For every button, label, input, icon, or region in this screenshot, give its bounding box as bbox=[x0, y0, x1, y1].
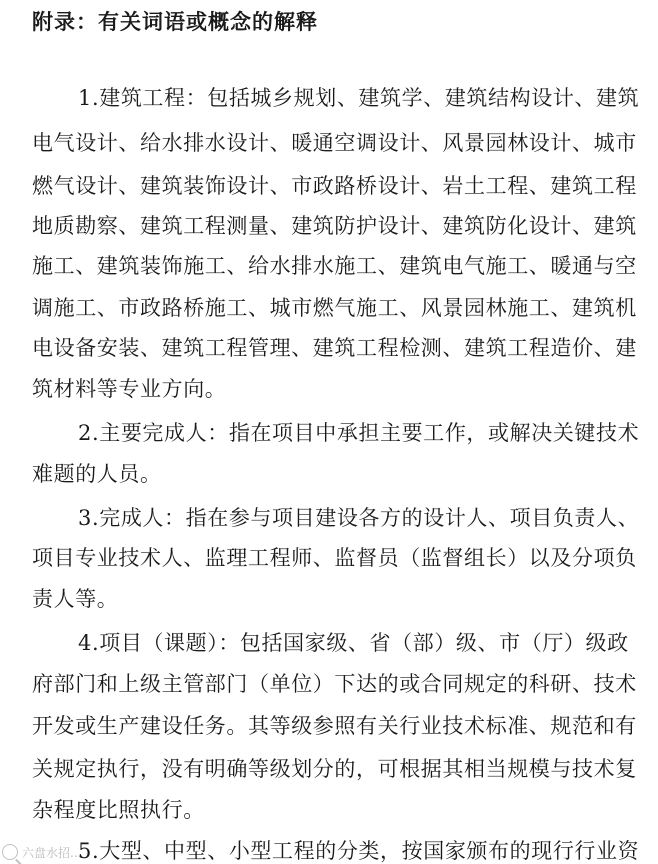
appendix-heading: 附录：有关词语或概念的解释 bbox=[32, 9, 318, 34]
text-line: 4.项目（课题）：包括国家级、省（部）级、市（厅）级政 bbox=[78, 631, 629, 655]
text-line: 3.完成人：指在参与项目建设各方的设计人、项目负责人、 bbox=[78, 506, 640, 530]
watermark-text: 六盘水招... bbox=[22, 845, 82, 860]
text-line: 杂程度比照执行。 bbox=[32, 798, 205, 822]
text-line: 难题的人员。 bbox=[32, 462, 162, 486]
text-line: 燃气设计、建筑装饰设计、市政路桥设计、岩土工程、建筑工程 bbox=[32, 174, 637, 198]
text-line: 筑材料等专业方向。 bbox=[32, 377, 227, 401]
text-line: 地质勘察、建筑工程测量、建筑防护设计、建筑防化设计、建筑 bbox=[32, 214, 637, 238]
text-line: 1.建筑工程：包括城乡规划、建筑学、建筑结构设计、建筑 bbox=[78, 86, 640, 110]
text-line: 5.大型、中型、小型工程的分类，按国家颁布的现行行业资 bbox=[78, 839, 640, 863]
text-line: 开发或生产建设任务。其等级参照有关行业技术标准、规范和有 bbox=[32, 714, 637, 738]
text-line: 施工、建筑装饰施工、给水排水施工、建筑电气施工、暖通与空 bbox=[32, 254, 637, 278]
text-line: 电设备安装、建筑工程管理、建筑工程检测、建筑工程造价、建 bbox=[32, 336, 637, 360]
text-line: 府部门和上级主管部门（单位）下达的或合同规定的科研、技术 bbox=[32, 672, 637, 696]
text-line: 项目专业技术人、监理工程师、监督员（监督组长）以及分项负 bbox=[32, 546, 637, 570]
text-line: 电气设计、给水排水设计、暖通空调设计、风景园林设计、城市 bbox=[32, 131, 637, 155]
watermark bbox=[2, 842, 81, 862]
text-line: 2.主要完成人：指在项目中承担主要工作，或解决关键技术 bbox=[78, 421, 640, 445]
search-magnifier-icon bbox=[2, 844, 18, 860]
text-line: 关规定执行，没有明确等级划分的，可根据其相当规模与技术复 bbox=[32, 757, 637, 781]
text-line: 责人等。 bbox=[32, 587, 119, 611]
text-line: 调施工、市政路桥施工、城市燃气施工、风景园林施工、建筑机 bbox=[32, 296, 637, 320]
